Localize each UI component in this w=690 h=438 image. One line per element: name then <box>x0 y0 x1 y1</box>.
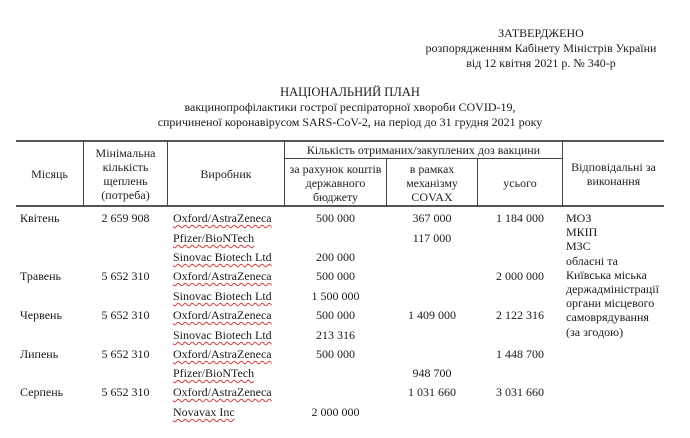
cell-state-budget: 500 000 <box>316 269 355 283</box>
responsible-item: МКІП <box>566 225 598 240</box>
header-line: (потреба) <box>101 187 150 202</box>
header-line: кількість <box>102 159 149 174</box>
cell-state-budget: 200 000 <box>316 250 355 264</box>
cell-min-count: 5 652 310 <box>101 269 150 283</box>
approval-authority: розпорядженням Кабінету Міністрів України <box>425 41 657 55</box>
header-line: механізму <box>406 175 458 190</box>
header-min-count <box>84 142 167 205</box>
cell-month: Червень <box>20 308 62 322</box>
doses-group-rule <box>284 158 562 159</box>
header-manufacturer-label: Виробник <box>200 166 252 181</box>
cell-state-budget: 500 000 <box>316 211 355 225</box>
responsible-item: держадміністрації <box>566 282 659 297</box>
title-subtitle-2: спричиненої коронавірусом SARS-CoV-2, на період до 31 грудня 2021 року <box>157 115 543 129</box>
cell-month: Квітень <box>20 211 60 225</box>
responsible-item: МОЗ <box>566 211 592 225</box>
cell-state-budget: 213 316 <box>316 328 355 342</box>
responsible-item: (за згодою) <box>566 324 624 339</box>
header-state-budget <box>285 160 386 205</box>
cell-manufacturer: Pfizer/BioNTech <box>173 231 255 245</box>
title-subtitle-1: вакцинопрофілактики гострої респіраторної хвороби COVID-19, <box>184 100 516 114</box>
header-covax-label <box>406 162 458 204</box>
title-main: НАЦІОНАЛЬНИЙ ПЛАН <box>280 85 420 99</box>
cell-state-budget: 500 000 <box>316 308 355 322</box>
header-month <box>16 142 83 205</box>
cell-total: 3 031 660 <box>496 385 544 399</box>
header-responsible <box>563 142 664 205</box>
header-line: бюджету <box>312 189 359 204</box>
cell-total: 2 000 000 <box>496 269 544 283</box>
header-manufacturer <box>168 142 284 205</box>
header-total-label: усього <box>503 175 537 190</box>
cell-covax: 1 031 660 <box>408 385 456 399</box>
cell-total: 2 122 316 <box>496 308 544 322</box>
cell-month: Серпень <box>20 385 64 399</box>
header-min-count-label <box>96 146 156 202</box>
cell-covax: 1 409 000 <box>408 308 456 322</box>
cell-manufacturer: Oxford/AstraZeneca <box>173 211 272 225</box>
header-doses-group-label: Кількість отриманих/закуплених доз вакцини <box>306 143 541 157</box>
responsible-parties <box>566 211 659 339</box>
header-total <box>478 160 562 205</box>
header-line: Мінімальна <box>95 145 156 160</box>
cell-state-budget: 500 000 <box>316 347 355 361</box>
cell-manufacturer: Oxford/AstraZeneca <box>173 385 272 399</box>
header-responsible-label <box>571 160 656 188</box>
cell-manufacturer: Sinovac Biotech Ltd <box>173 250 272 264</box>
header-line: COVAX <box>411 189 453 204</box>
header-doses-group <box>285 142 562 158</box>
header-line: Відповідальні за <box>571 159 656 174</box>
cell-covax: 117 000 <box>412 231 452 245</box>
cell-manufacturer: Sinovac Biotech Ltd <box>173 289 272 303</box>
cell-manufacturer: Novavax Inc <box>173 405 235 419</box>
cell-total: 1 184 000 <box>496 211 544 225</box>
cell-min-count: 2 659 908 <box>101 211 150 225</box>
header-line: в рамках <box>409 161 455 176</box>
cell-min-count: 5 652 310 <box>101 385 150 399</box>
header-line: виконання <box>586 173 641 188</box>
header-state-budget-label <box>290 162 382 204</box>
responsible-item: органи місцевого <box>566 296 655 311</box>
responsible-item: Київська міська <box>566 267 647 282</box>
header-bottom-rule <box>16 205 664 207</box>
cell-month: Травень <box>20 269 62 283</box>
cell-min-count: 5 652 310 <box>101 308 150 322</box>
responsible-item: самоврядування <box>566 310 649 325</box>
cell-manufacturer: Oxford/AstraZeneca <box>173 269 272 283</box>
approval-heading: ЗАТВЕРДЖЕНО <box>498 26 584 40</box>
cell-total: 1 448 700 <box>496 347 544 361</box>
cell-month: Липень <box>20 347 59 361</box>
cell-manufacturer: Oxford/AstraZeneca <box>173 347 272 361</box>
header-line: державного <box>305 175 366 190</box>
header-month-label: Місяць <box>31 166 68 181</box>
header-covax <box>387 160 477 205</box>
cell-state-budget: 2 000 000 <box>311 405 360 419</box>
responsible-item: МЗС <box>566 239 591 254</box>
cell-state-budget: 1 500 000 <box>311 289 360 303</box>
header-line: за рахунок коштів <box>289 161 382 176</box>
approval-date: від 12 квітня 2021 р. № 340-р <box>466 56 616 70</box>
cell-min-count: 5 652 310 <box>101 347 150 361</box>
cell-manufacturer: Pfizer/BioNTech <box>173 366 255 380</box>
cell-manufacturer: Oxford/AstraZeneca <box>173 308 272 322</box>
cell-covax: 367 000 <box>412 211 452 225</box>
cell-manufacturer: Sinovac Biotech Ltd <box>173 328 272 342</box>
cell-covax: 948 700 <box>412 366 452 380</box>
header-line: щеплень <box>103 173 148 188</box>
responsible-item: обласні та <box>566 253 618 268</box>
